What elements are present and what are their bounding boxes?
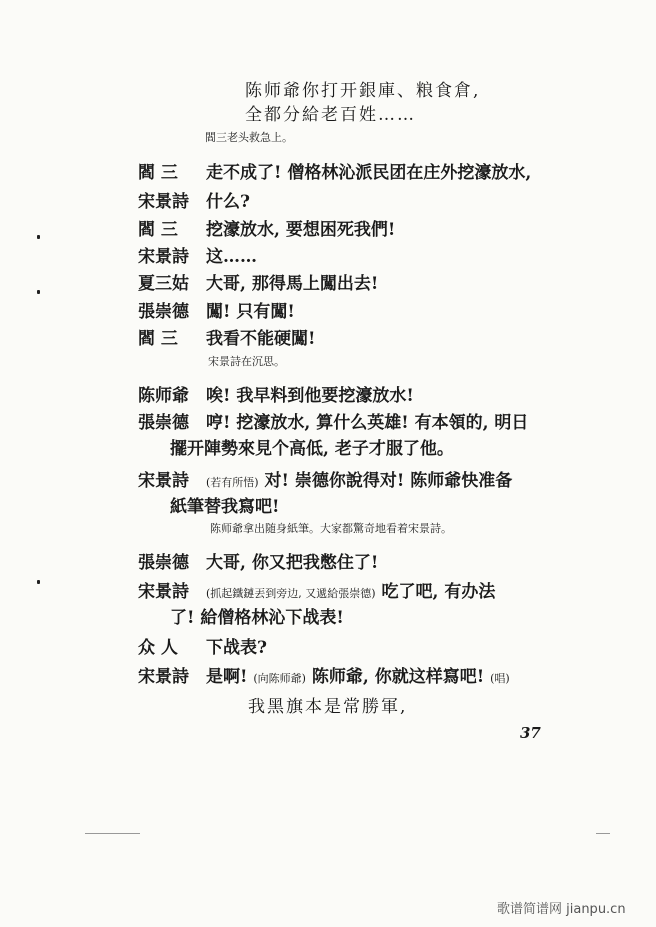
speaker: 閻 三 [138, 163, 178, 183]
page-number: 37 [520, 724, 541, 742]
dialogue-line [206, 662, 510, 687]
dialogue-continuation: 了! 給僧格林沁下战表! [170, 608, 344, 628]
speaker: 張崇德 [138, 413, 189, 433]
speaker: 閻 三 [138, 220, 178, 240]
dialogue-line: 这…… [206, 247, 257, 267]
speaker: 宋景詩 [138, 667, 189, 687]
dialogue-text: 吃了吧, 有办法 [381, 582, 496, 602]
dialogue-line: 大哥, 你又把我憋住了! [206, 553, 379, 573]
speaker: 陈师爺 [138, 386, 189, 406]
dialogue-line: 哼! 挖濠放水, 算什么英雄! 有本領的, 明日 [206, 413, 529, 433]
scan-speck [37, 235, 40, 239]
dialogue-line: 我看不能硬闖! [206, 329, 316, 349]
dialogue-line: 闖! 只有闖! [206, 302, 295, 322]
speaker: 張崇德 [138, 553, 189, 573]
dialogue-line: 下战表? [206, 638, 267, 658]
verse-line: 陈师爺你打开銀庫、粮食倉, [245, 81, 481, 101]
dialogue-line: 大哥, 那得馬上闖出去! [206, 274, 379, 294]
speaker: 張崇德 [138, 302, 189, 322]
dialogue-line: 挖濠放水, 要想困死我們! [206, 220, 396, 240]
dialogue-line [206, 577, 495, 602]
speaker: 宋景詩 [138, 471, 189, 491]
watermark: 歌谱简谱网 jianpu.cn [497, 902, 626, 917]
speaker: 众 人 [138, 638, 178, 658]
stage-direction: 閻三老头救急上。 [205, 131, 293, 144]
scan-speck [37, 290, 40, 294]
inline-direction: (抓起鐵鏈丟到旁边, 又遞給張崇德) [206, 587, 376, 600]
dialogue-line [206, 466, 512, 491]
speaker: 閻 三 [138, 329, 178, 349]
speaker: 宋景詩 [138, 582, 189, 602]
speaker: 宋景詩 [138, 192, 189, 212]
stage-direction: 陈师爺拿出随身紙筆。大家都驚奇地看着宋景詩。 [210, 522, 452, 535]
verse-line: 全都分給老百姓…… [245, 105, 416, 125]
inline-direction: (唱) [490, 672, 510, 685]
stage-direction: 宋景詩在沉思。 [208, 355, 285, 368]
scan-speck [37, 580, 40, 584]
dialogue-text: 陈师爺, 你就这样寫吧! [311, 667, 485, 687]
speaker: 夏三姑 [138, 274, 189, 294]
dialogue-text: 是啊! [206, 667, 248, 687]
inline-direction: (若有所悟) [206, 476, 259, 489]
inline-direction: (向陈师爺) [253, 672, 306, 685]
dialogue-continuation: 紙筆替我寫吧! [170, 497, 280, 517]
dialogue-continuation: 擺开陣勢來見个高低, 老子才服了他。 [170, 439, 454, 459]
scan-rule [85, 833, 140, 834]
speaker: 宋景詩 [138, 247, 189, 267]
dialogue-text: 对! 崇德你說得对! 陈师爺快准备 [264, 471, 513, 491]
dialogue-line: 唉! 我早料到他要挖濠放水! [206, 386, 414, 406]
verse-line: 我黑旗本是常勝軍, [248, 697, 408, 717]
scan-rule [596, 833, 610, 834]
dialogue-line: 什么? [206, 192, 250, 212]
dialogue-line: 走不成了! 僧格林沁派民团在庄外挖濠放水, [206, 163, 532, 183]
